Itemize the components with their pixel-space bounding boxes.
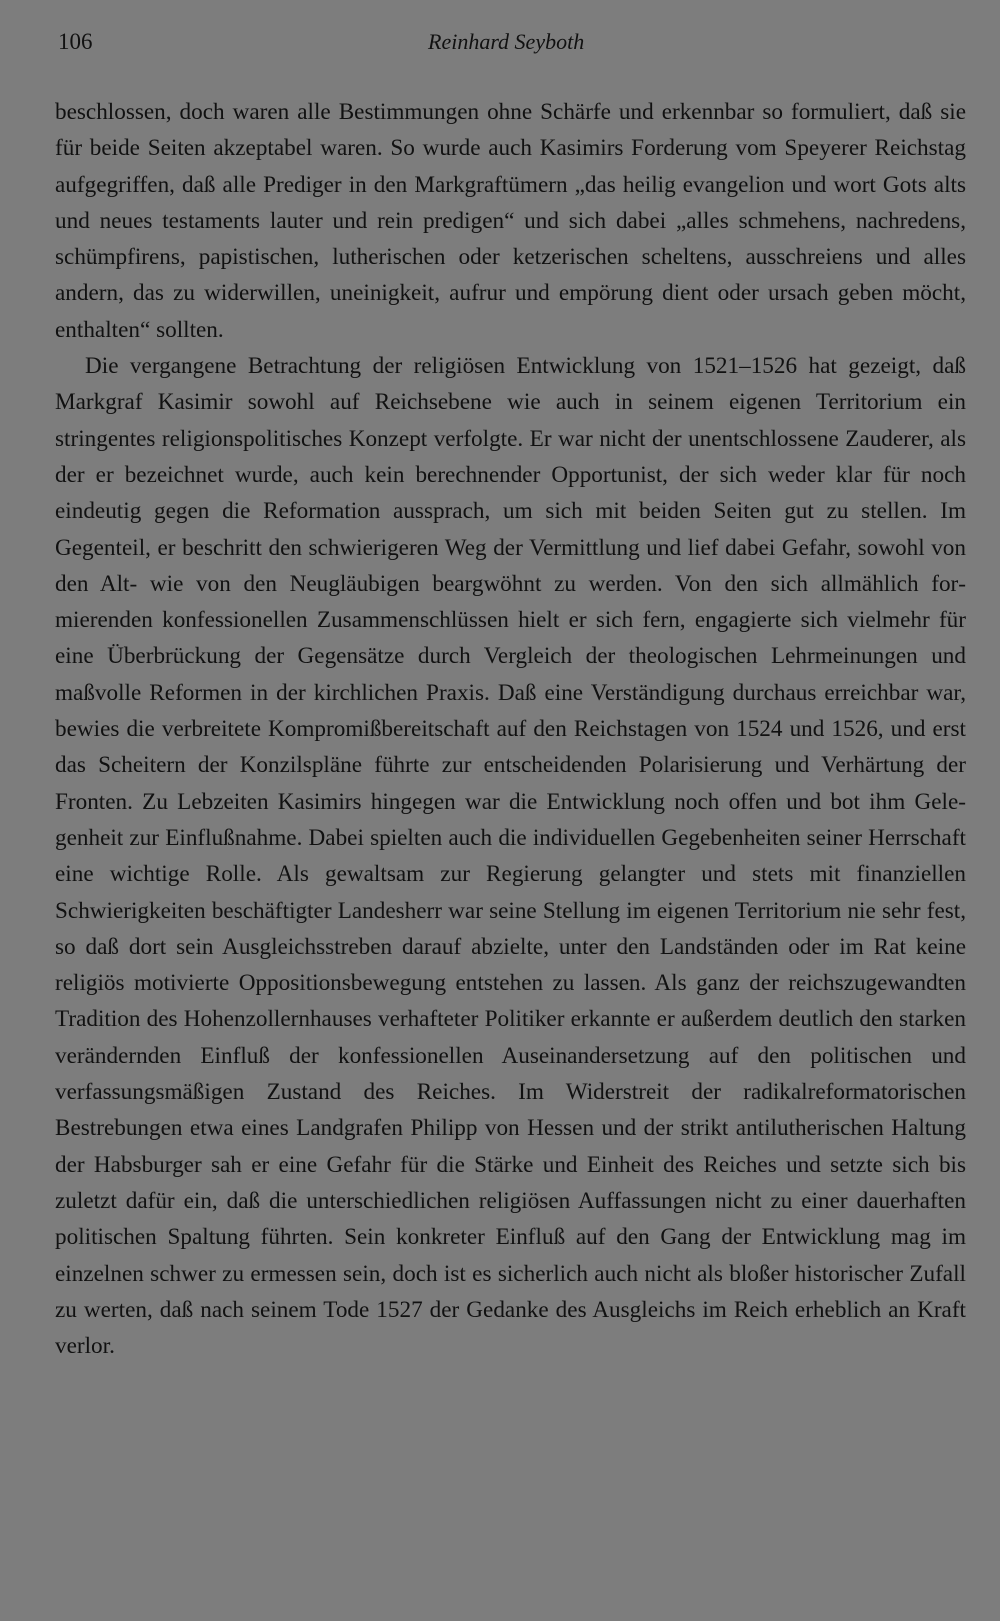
paragraph-continued: beschlossen, doch waren alle Bestimmungen ohne Schärfe und erkennbar so formuliert, daß sie für beide Seiten akzeptabel waren. So wurde auch Kasimirs Forderung vom Speyerer Reichstag aufgegriffen, daß alle Prediger in den Markgraftümern „das heilig evangelion und wort Gots alts und neues testaments lauter und rein predigen“ und sich dabei „alles schmehens, nachredens, schümpfirens, papistischen, lutherischen oder ketzerischen scheltens, ausschreiens und alles andern, das zu widerwillen, uneinigkeit, aufrur und empörung dient oder ursach geben möcht, enthalten“ sollten. — [55, 99, 966, 343]
page-header — [58, 24, 958, 60]
page-number: 106 — [58, 29, 93, 54]
paragraph-conclusion: Die vergangene Betrachtung der religiösen Entwicklung von 1521–1526 hat gezeigt, daß Markgraf Kasimir sowohl auf Reichsebene wie auch in seinem eigenen Territorium ein stringentes religionspolitisches Konzept verfolgte. Er war nicht der unentschlossene Zauderer, als der er bezeichnet wurde, auch kein berechnender Opportunist, der sich weder klar für noch eindeutig gegen die Reformation aussprach, um sich mit beiden Seiten gut zu stellen. Im Gegenteil, er beschritt den schwierigeren Weg der Vermittlung und lief dabei Gefahr, sowohl von den Alt- wie von den Neugläubigen beargwöhnt zu werden. Von den sich allmählich formierenden konfessionellen Zusammenschlüssen hielt er sich fern, engagierte sich vielmehr für eine Überbrückung der Gegensätze durch Vergleich der theologischen Lehrmeinungen und maßvolle Reformen in der kirchlichen Praxis. Daß eine Verständigung durchaus erreichbar war, bewies die verbreitete Kompromißbereitschaft auf den Reichstagen von 1524 und 1526, und erst das Scheitern der Konzilspläne führte zur entscheidenden Polarisierung und Verhärtung der Fronten. Zu Lebzeiten Kasimirs hingegen war die Entwicklung noch offen und bot ihm Gelegenheit zur Einflußnahme. Dabei spielten auch die individuellen Gegebenheiten seiner Herrschaft eine wichtige Rolle. Als gewaltsam zur Regierung gelangter und stets mit finanziellen Schwierigkeiten beschäftigter Landesherr war seine Stellung im eigenen Territorium nie sehr fest, so daß dort sein Ausgleichsstreben darauf abzielte, unter den Landständen oder im Rat keine religiös motivierte Oppositionsbewegung entstehen zu lassen. Als ganz der reichszugewandten Tradition des Hohenzollernhauses verhafteter Politiker erkannte er außerdem deutlich den starken verändernden Einfluß der konfessionellen Auseinandersetzung auf den politischen und verfassungsmäßigen Zustand des Reiches. Im Widerstreit der radikalreformatorischen Bestrebungen etwa eines Landgrafen Philipp von Hessen und der strikt antilutherischen Haltung der Habsburger sah er eine Gefahr für die Stärke und Einheit des Reiches und setzte sich bis zuletzt dafür ein, daß die unterschiedlichen religiösen Auffassungen nicht zu einer dauerhaften politischen Spaltung führten. Sein konkreter Einfluß auf den Gang der Entwicklung mag im einzelnen schwer zu ermessen sein, doch ist es sicherlich auch nicht als bloßer historischer Zufall zu werten, daß nach seinem Tode 1527 der Gedanke des Ausgleichs im Reich erheblich an Kraft verlor. — [55, 353, 966, 1360]
body-text — [55, 94, 966, 1364]
running-head: Reinhard Seyboth — [428, 29, 585, 54]
